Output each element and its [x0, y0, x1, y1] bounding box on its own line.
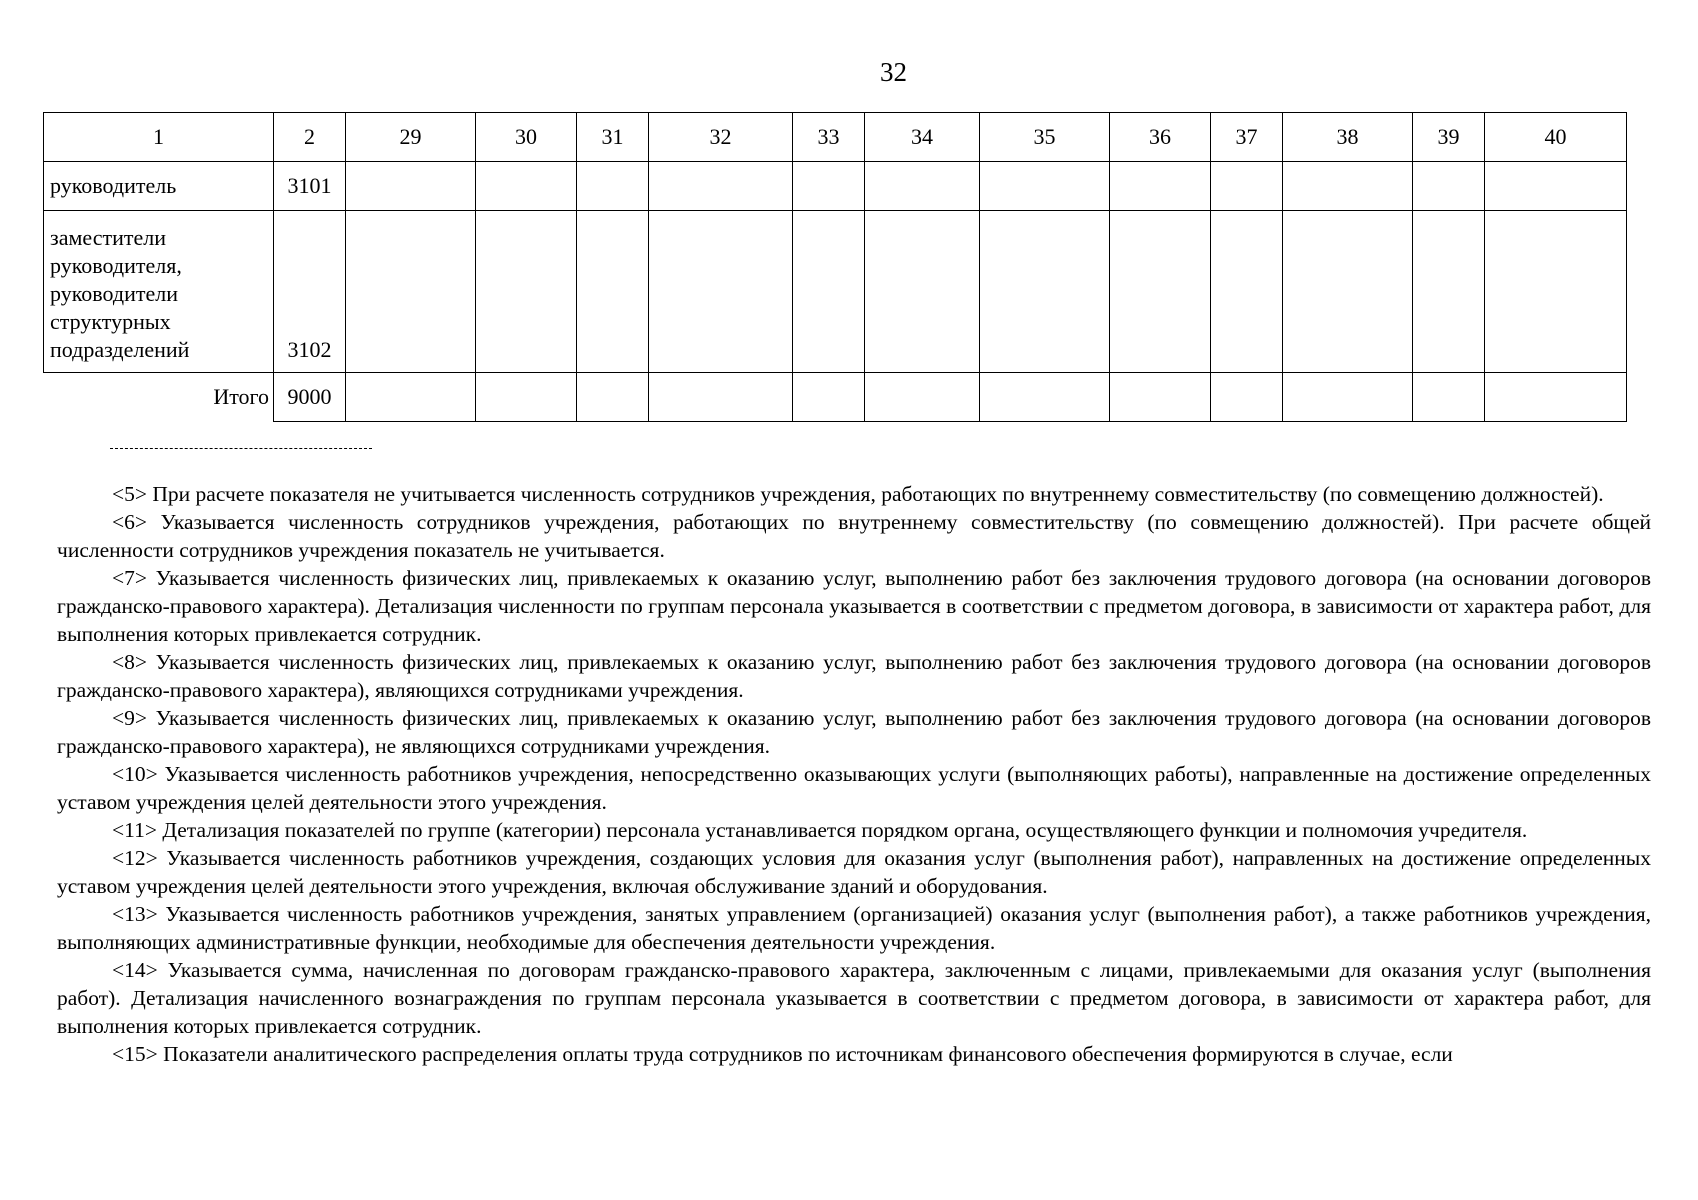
footnote: <10> Указывается численность работников учреждения, непосредственно оказывающих услуги (выполняющих работы), направленные на достижение определенных уставом учреждения целей деятельности этого учреждения. — [57, 762, 1651, 814]
table-cell — [980, 373, 1110, 422]
table-header-row — [44, 113, 1627, 162]
column-header: 2 — [274, 113, 346, 162]
table-cell — [1413, 211, 1485, 373]
column-header: 33 — [793, 113, 865, 162]
table-cell — [577, 373, 649, 422]
column-header: 39 — [1413, 113, 1485, 162]
row-label: руководитель — [44, 162, 274, 211]
column-header: 1 — [44, 113, 274, 162]
table-total-row — [44, 373, 1627, 422]
table-cell — [577, 211, 649, 373]
table-cell — [1413, 373, 1485, 422]
table-cell — [476, 162, 577, 211]
table-cell — [346, 373, 476, 422]
footnote: <13> Указывается численность работников учреждения, занятых управлением (организацией) оказания услуг (выполнения работ), а также работников учреждения, выполняющих административные функции, необходимые для обеспечения деятельности учреждения. — [57, 902, 1651, 954]
table-cell — [1211, 373, 1283, 422]
table-cell — [649, 162, 793, 211]
column-header: 40 — [1485, 113, 1627, 162]
table-cell — [1485, 162, 1627, 211]
footnote: <15> Показатели аналитического распределения оплаты труда сотрудников по источникам финансового обеспечения формируются в случае, если — [112, 1042, 1453, 1066]
column-header: 32 — [649, 113, 793, 162]
table-cell — [1485, 211, 1627, 373]
footnote: <5> При расчете показателя не учитывается численность сотрудников учреждения, работающих по внутреннему совместительству (по совмещению должностей). — [112, 482, 1604, 506]
page-number: 32 — [880, 57, 907, 87]
table-row — [44, 211, 1627, 373]
table-cell — [346, 162, 476, 211]
footnote: <7> Указывается численность физических лиц, привлекаемых к оказанию услуг, выполнению работ без заключения трудового договора (на основании договоров гражданско-правового характера). Детализация численности по группам персонала указывается в соответствии с предметом договора, в зависимости от характера работ, для выполнения которых привлекается сотрудник. — [57, 566, 1651, 646]
table-cell — [649, 211, 793, 373]
footnote: <11> Детализация показателей по группе (категории) персонала устанавливается порядком органа, осуществляющего функции и полномочия учредителя. — [112, 818, 1528, 842]
table-cell — [1110, 162, 1211, 211]
column-header: 30 — [476, 113, 577, 162]
table-cell — [346, 211, 476, 373]
table-cell — [1485, 373, 1627, 422]
table-cell — [793, 373, 865, 422]
staff-count-table — [43, 112, 1627, 422]
table-cell — [1211, 211, 1283, 373]
column-header: 29 — [346, 113, 476, 162]
table-row — [44, 162, 1627, 211]
total-label: Итого — [44, 373, 274, 422]
table-cell — [1110, 373, 1211, 422]
footnote-separator — [110, 448, 372, 449]
table-cell — [980, 211, 1110, 373]
column-header: 34 — [865, 113, 980, 162]
table-cell — [1283, 162, 1413, 211]
column-header: 35 — [980, 113, 1110, 162]
column-header: 31 — [577, 113, 649, 162]
table-cell — [1110, 211, 1211, 373]
row-code: 3101 — [274, 162, 346, 211]
table-cell — [865, 162, 980, 211]
table-cell — [1283, 211, 1413, 373]
total-code: 9000 — [274, 373, 346, 422]
column-header: 38 — [1283, 113, 1413, 162]
table-cell — [980, 162, 1110, 211]
table-cell — [865, 373, 980, 422]
row-label: заместители руководителя, руководители структурных подразделений — [44, 211, 274, 373]
column-header: 37 — [1211, 113, 1283, 162]
table-cell — [476, 211, 577, 373]
column-header: 36 — [1110, 113, 1211, 162]
footnote: <9> Указывается численность физических лиц, привлекаемых к оказанию услуг, выполнению работ без заключения трудового договора (на основании договоров гражданско-правового характера), не являющихся сотрудниками учреждения. — [57, 706, 1651, 758]
footnote: <6> Указывается численность сотрудников учреждения, работающих по внутреннему совместительству (по совмещению должностей). При расчете общей численности сотрудников учреждения показатель не учитывается. — [57, 510, 1651, 562]
footnote: <14> Указывается сумма, начисленная по договорам гражданско-правового характера, заключенным с лицами, привлекаемыми для оказания услуг (выполнения работ). Детализация начисленного вознаграждения по группам персонала указывается в соответствии с предметом договора, в зависимости от характера работ, для выполнения которых привлекается сотрудник. — [57, 958, 1651, 1038]
footnote: <8> Указывается численность физических лиц, привлекаемых к оказанию услуг, выполнению работ без заключения трудового договора (на основании договоров гражданско-правового характера), являющихся сотрудниками учреждения. — [57, 650, 1651, 702]
table-cell — [1283, 373, 1413, 422]
table-cell — [577, 162, 649, 211]
footnotes — [57, 480, 1651, 1068]
table-cell — [865, 211, 980, 373]
table-cell — [793, 162, 865, 211]
table-cell — [1413, 162, 1485, 211]
row-code: 3102 — [274, 211, 346, 373]
table-cell — [793, 211, 865, 373]
table-cell — [476, 373, 577, 422]
table-cell — [649, 373, 793, 422]
table-cell — [1211, 162, 1283, 211]
footnote: <12> Указывается численность работников учреждения, создающих условия для оказания услуг (выполнения работ), направленных на достижение определенных уставом учреждения целей деятельности этого учреждения, включая обслуживание зданий и оборудования. — [57, 846, 1651, 898]
